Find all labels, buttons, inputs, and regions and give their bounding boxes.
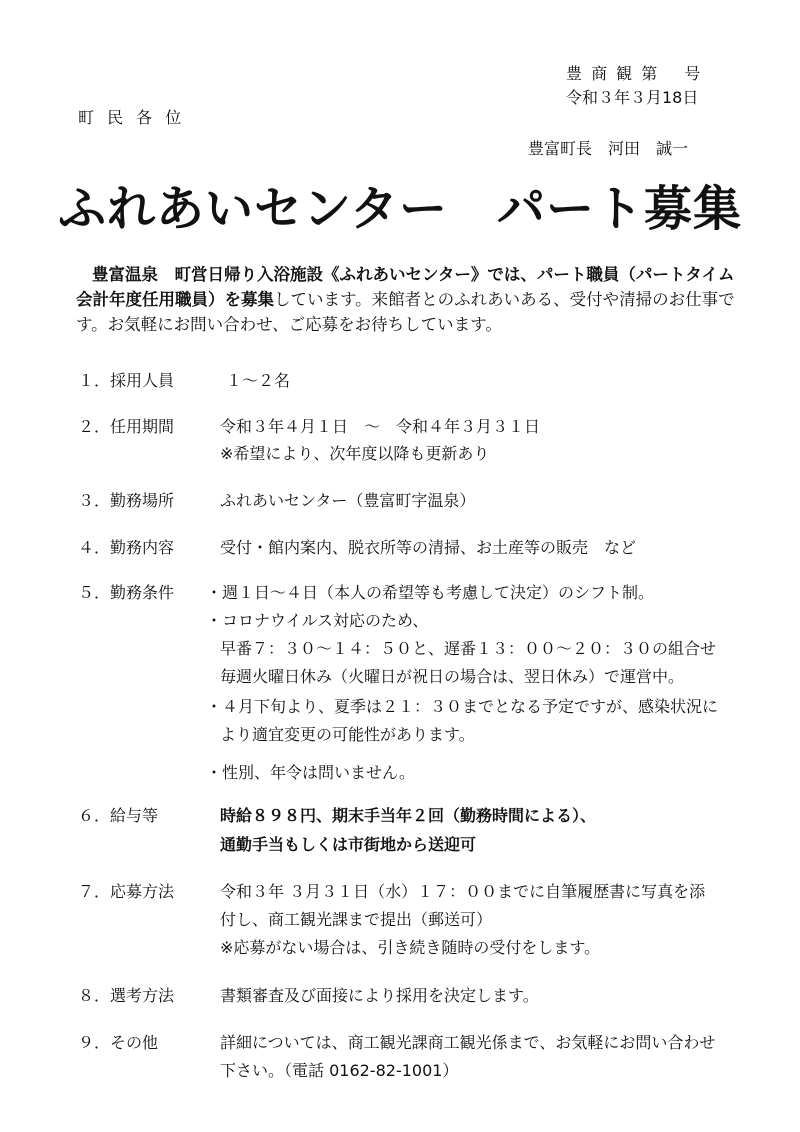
item-label: 選考方法 xyxy=(110,986,175,1005)
item-detail-line: 付し、商工観光課まで提出（郵送可） xyxy=(220,910,493,929)
item-detail-line: ※応募がない場合は、引き続き随時の受付をします。 xyxy=(220,938,601,957)
item-detail-line: ・コロナウイルス対応のため、 xyxy=(206,611,429,630)
item-detail-line: １～２名 xyxy=(226,371,291,390)
item-label: 応募方法 xyxy=(110,882,175,901)
item-label: 勤務条件 xyxy=(110,583,175,602)
item-detail-line: 下さい。（電話 0162-82-1001） xyxy=(220,1061,459,1080)
item-detail-line: ・４月下旬より、夏季は２１：３０までとなる予定ですが、感染状況に xyxy=(206,697,719,716)
item-detail-line: 詳細については、商工観光課商工観光係まで、お気軽にお問い合わせ xyxy=(220,1033,716,1052)
item-label: 勤務内容 xyxy=(110,538,175,557)
item-detail-line: ・性別、年令は問いません。 xyxy=(206,763,415,782)
item-label: 勤務場所 xyxy=(110,491,175,510)
item-number: １． xyxy=(78,371,111,390)
item-detail-line: 早番７：３０～１４：５０と、遅番１３：００～２０：３０の組合せ xyxy=(220,639,717,658)
issue-date: 令和３年３月18日 xyxy=(566,88,699,107)
item-detail-line: ※希望により、次年度以降も更新あり xyxy=(220,444,490,463)
intro-lead: 豊富温泉 町営日帰り入浴施設《ふれあいセンター》では、パート職員（パートタイム会計年度任用職員）を募集 xyxy=(76,265,735,309)
item-label: 給与等 xyxy=(110,806,159,825)
item-detail-line: 令和３年 ３月３１日（水）１７：００までに自筆履歴書に写真を添 xyxy=(220,882,706,901)
intro-rest: しています。来館者とのふれあいある、受付や清掃のお仕事です。お気軽にお問い合わせ、ご応募をお待ちしています。 xyxy=(76,290,735,334)
item-label: その他 xyxy=(110,1033,159,1052)
item-detail-line: より適宜変更の可能性があります。 xyxy=(220,725,475,744)
page-title: ふれあいセンター パート募集 xyxy=(57,181,743,237)
item-detail-line: 時給８９８円、期末手当年２回（勤務時間による）、 xyxy=(220,806,597,825)
item-number: ５． xyxy=(78,583,111,602)
item-number: ３． xyxy=(78,491,111,510)
item-detail-line: 書類審査及び面接により採用を決定します。 xyxy=(220,986,539,1005)
item-detail-line: 通勤手当もしくは市街地から送迎可 xyxy=(220,835,477,854)
item-number: ６． xyxy=(78,806,111,825)
item-number: ２． xyxy=(78,417,111,436)
item-label: 採用人員 xyxy=(110,371,175,390)
item-label: 任用期間 xyxy=(110,417,175,436)
item-detail-line: 令和３年４月１日 ～ 令和４年３月３１日 xyxy=(220,417,541,436)
intro-paragraph xyxy=(76,262,736,337)
item-detail-line: 受付・館内案内、脱衣所等の清掃、お土産等の販売 など xyxy=(220,538,637,557)
item-number: ４． xyxy=(78,538,111,557)
item-number: ７． xyxy=(78,882,111,901)
reference-number: 豊 商 観 第 号 xyxy=(566,64,703,83)
item-detail-line: ふれあいセンター（豊富町字温泉） xyxy=(220,491,476,510)
addressee: 町 民 各 位 xyxy=(78,108,186,127)
item-detail-line: 毎週火曜日休み（火曜日が祝日の場合は、翌日休み）で運営中。 xyxy=(220,667,685,686)
item-detail-line: ・週１日～４日（本人の希望等も考慮して決定）のシフト制。 xyxy=(206,583,655,602)
item-number: ９． xyxy=(78,1033,111,1052)
item-number: ８． xyxy=(78,986,111,1005)
sender: 豊富町長 河田 誠一 xyxy=(528,139,689,158)
